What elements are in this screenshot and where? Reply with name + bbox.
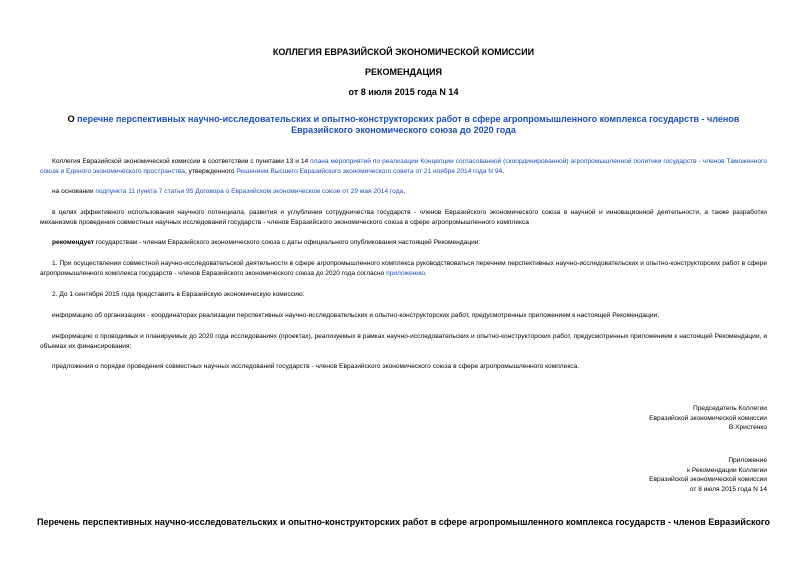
paragraph-preamble [40, 157, 767, 176]
doc-type-heading: РЕКОМЕНДАЦИЯ [365, 67, 442, 77]
p4-text: государствам - членам Евразийского экономического союза с даты официального опубликования настоящей Рекомендации: [94, 239, 481, 246]
p1-text-3: , [502, 167, 505, 175]
p1-text-2: , утвержденного [184, 167, 237, 175]
plan-link[interactable]: плана мероприятий по реализации Концепции согласованной (скоординированной) агропромышленной политики государств - членов Таможенного союза и Единого экономического пространства [40, 158, 767, 175]
paragraph-item-2: 2. До 1 сентября 2015 года представить в Евразийскую экономическую комиссию: [52, 291, 305, 298]
appendix-link[interactable]: приложению [386, 269, 425, 277]
title-prefix: О [67, 114, 78, 124]
paragraph-item-2c: предложения о порядке проведения совместных научных исследований государств - членов Евразийского экономического союза в сфере агропромышленного комплекса. [52, 363, 580, 370]
paragraph-item-2a: информацию об организациях - координаторах реализации перспективных научно-исследовательских и опытно-конструкторских работ, предусмотренных приложением к настоящей Рекомендации; [52, 312, 660, 319]
document-title [40, 114, 767, 136]
paragraph-recommends [40, 238, 767, 248]
title-link[interactable]: перечне перспективных научно-исследовательских и опытно-конструкторских работ в сфере агропромышленного комплекса государств - членов Евразийского экономического союза до 2020 года [77, 114, 740, 135]
appendix-title: Перечень перспективных научно-исследовательских и опытно-конструкторских работ в сфере агропромышленного комплекса государств - членов Евразийского [37, 517, 770, 527]
signature-line-1: Председатель Коллегии [693, 405, 767, 412]
p2-text-2: , [403, 188, 406, 195]
signature-line-2: Евразийской экономической комиссии [649, 414, 767, 422]
recommends-bold: рекомендует [52, 239, 95, 246]
appendix-line-3: Евразийской экономической комиссии [649, 476, 767, 483]
p1-text-1: Коллегия Евразийской экономической комиссии в соответствии с пунктами 13 и 14 [52, 158, 311, 165]
paragraph-item-2b: информацию о проводимых и планируемых до 2020 года исследованиях (проектах), реализуемых в рамках научно-исследовательских и опытно-конструкторских работ, предусмотренных приложением к настоящей Рекомендации, и объемах их финансирования; [40, 333, 767, 350]
signature-block [567, 404, 767, 433]
decision-link[interactable]: Решением Высшего Евразийского экономического совета от 21 ноября 2014 года N 94 [236, 167, 503, 175]
signature-line-3: В.Христенко [728, 424, 767, 431]
appendix-block [567, 456, 767, 494]
paragraph-purpose: в целях эффективного использования научного потенциала, развития и углубления сотрудничества государств - членов Евразийского экономического союза в научной и инновационной деятельности, а также разработки механизмов проведения совместных научных исследований государств - членов Евразийского экономического союза в сфере агропромышленного комплекса [40, 209, 767, 226]
p2-text-1: на основании [52, 188, 96, 195]
appendix-line-4: от 8 июля 2015 года N 14 [689, 485, 767, 493]
doc-date-number: от 8 июля 2015 года N 14 [348, 87, 459, 97]
appendix-line-1: Приложение [728, 457, 767, 464]
treaty-link[interactable]: подпункта 11 пункта 7 статьи 95 Договора о Евразийском экономическом союзе от 29 мая 2014 года [95, 188, 404, 195]
paragraph-basis [40, 187, 767, 197]
org-heading: КОЛЛЕГИЯ ЕВРАЗИЙСКОЙ ЭКОНОМИЧЕСКОЙ КОМИССИИ [272, 47, 535, 57]
p5-text-1: 1. При осуществлении совместной научно-исследовательской деятельности в сфере агропромышленного комплекса руководствоваться перечнем перспективных научно-исследовательских и опытно-конструкторских работ в сфере агропромышленного комплекса государств - членов Евразийского экономического союза до 2020 года согласно [40, 260, 767, 277]
p5-text-2: . [424, 269, 427, 277]
appendix-line-2: к Рекомендации Коллегии [687, 466, 767, 474]
paragraph-item-1 [40, 259, 767, 278]
